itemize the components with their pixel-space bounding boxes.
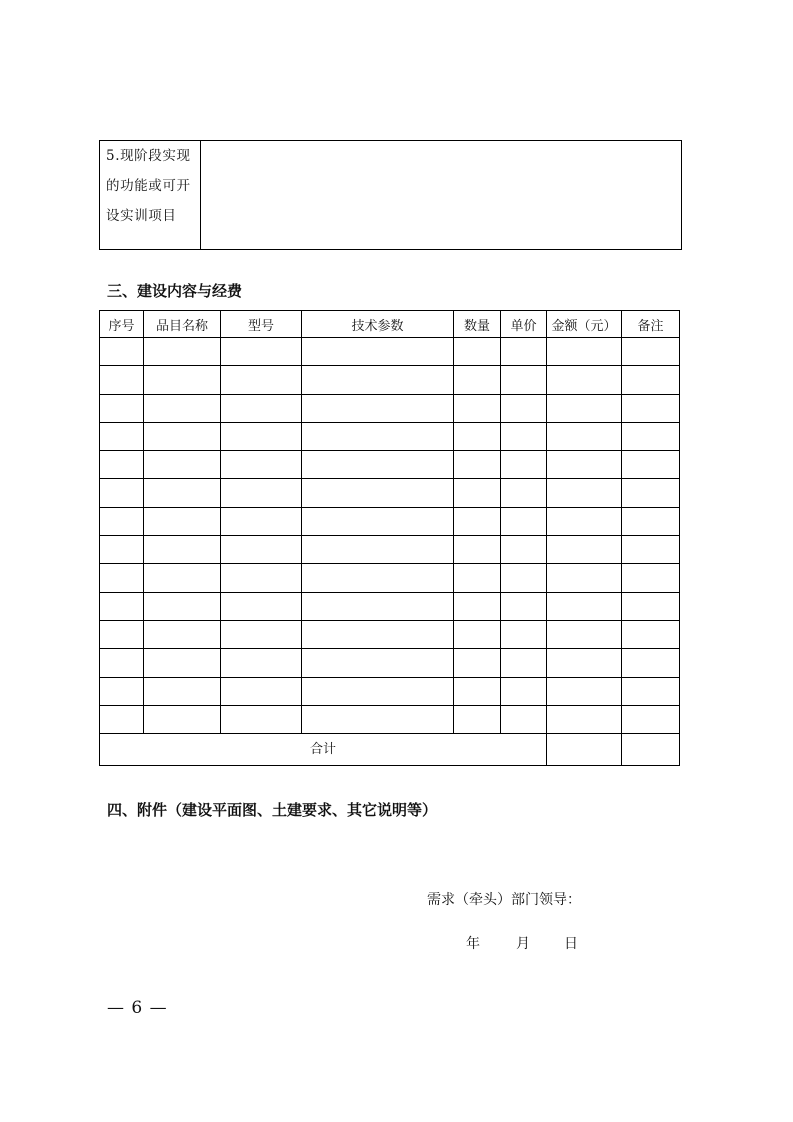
item-cell[interactable] <box>622 536 680 564</box>
item-cell[interactable] <box>100 394 144 422</box>
item-row <box>100 620 680 648</box>
item-cell[interactable] <box>547 677 622 705</box>
item-cell[interactable] <box>547 536 622 564</box>
item-cell[interactable] <box>302 620 454 648</box>
item-row <box>100 536 680 564</box>
item-cell[interactable] <box>100 366 144 394</box>
item-cell[interactable] <box>144 536 221 564</box>
item-cell[interactable] <box>100 507 144 535</box>
item-cell[interactable] <box>501 451 547 479</box>
item-cell[interactable] <box>547 592 622 620</box>
item-cell[interactable] <box>302 592 454 620</box>
item-cell[interactable] <box>100 620 144 648</box>
item-cell[interactable] <box>100 338 144 366</box>
items-table <box>99 310 680 766</box>
item-cell[interactable] <box>144 507 221 535</box>
item-row <box>100 451 680 479</box>
item-cell[interactable] <box>454 366 501 394</box>
item-cell[interactable] <box>302 649 454 677</box>
section3-heading: 三、建设内容与经费 <box>107 282 243 300</box>
item-cell[interactable] <box>454 536 501 564</box>
item-cell[interactable] <box>100 536 144 564</box>
section5-label-line-1: 5.现阶段实现 <box>106 148 191 164</box>
section4-heading: 四、附件（建设平面图、土建要求、其它说明等） <box>107 801 438 819</box>
item-cell[interactable] <box>454 451 501 479</box>
item-cell[interactable] <box>501 507 547 535</box>
total-label: 合计 <box>100 734 547 766</box>
item-cell[interactable] <box>100 592 144 620</box>
item-row <box>100 479 680 507</box>
item-cell[interactable] <box>622 366 680 394</box>
item-cell[interactable] <box>221 451 302 479</box>
item-cell[interactable] <box>547 394 622 422</box>
item-cell[interactable] <box>622 507 680 535</box>
item-cell[interactable] <box>454 422 501 450</box>
item-cell[interactable] <box>302 507 454 535</box>
column-header: 序号 <box>100 311 144 338</box>
item-cell[interactable] <box>221 649 302 677</box>
item-cell[interactable] <box>622 394 680 422</box>
item-row <box>100 677 680 705</box>
item-cell[interactable] <box>547 451 622 479</box>
item-cell[interactable] <box>547 649 622 677</box>
total-amount-cell[interactable] <box>547 734 622 766</box>
item-cell[interactable] <box>100 677 144 705</box>
item-cell[interactable] <box>454 592 501 620</box>
total-row <box>100 734 680 766</box>
items-header-row <box>100 311 680 338</box>
column-header: 技术参数 <box>302 311 454 338</box>
item-cell[interactable] <box>454 507 501 535</box>
column-header: 备注 <box>622 311 680 338</box>
item-cell[interactable] <box>501 677 547 705</box>
date-year: 年 <box>466 936 480 952</box>
item-cell[interactable] <box>622 422 680 450</box>
item-cell[interactable] <box>144 705 221 733</box>
item-cell[interactable] <box>144 451 221 479</box>
item-cell[interactable] <box>501 479 547 507</box>
item-cell[interactable] <box>501 422 547 450</box>
items-body <box>100 338 680 766</box>
item-cell[interactable] <box>501 649 547 677</box>
item-cell[interactable] <box>221 620 302 648</box>
item-cell[interactable] <box>622 592 680 620</box>
item-cell[interactable] <box>100 422 144 450</box>
date-day: 日 <box>564 936 578 952</box>
item-cell[interactable] <box>302 564 454 592</box>
item-cell[interactable] <box>547 338 622 366</box>
item-row <box>100 366 680 394</box>
item-cell[interactable] <box>144 338 221 366</box>
item-cell[interactable] <box>454 649 501 677</box>
item-cell[interactable] <box>100 564 144 592</box>
item-cell[interactable] <box>622 564 680 592</box>
item-cell[interactable] <box>221 677 302 705</box>
item-cell[interactable] <box>501 394 547 422</box>
item-row <box>100 564 680 592</box>
item-cell[interactable] <box>221 592 302 620</box>
item-cell[interactable] <box>302 366 454 394</box>
item-cell[interactable] <box>501 366 547 394</box>
item-cell[interactable] <box>221 705 302 733</box>
item-cell[interactable] <box>302 422 454 450</box>
page-number: — 6 — <box>107 998 168 1018</box>
item-cell[interactable] <box>501 338 547 366</box>
item-cell[interactable] <box>622 451 680 479</box>
item-cell[interactable] <box>221 479 302 507</box>
item-cell[interactable] <box>100 705 144 733</box>
item-cell[interactable] <box>622 620 680 648</box>
item-cell[interactable] <box>454 677 501 705</box>
item-cell[interactable] <box>547 366 622 394</box>
item-cell[interactable] <box>622 479 680 507</box>
item-cell[interactable] <box>454 564 501 592</box>
item-cell[interactable] <box>622 677 680 705</box>
item-cell[interactable] <box>547 620 622 648</box>
item-row <box>100 592 680 620</box>
item-cell[interactable] <box>144 422 221 450</box>
item-cell[interactable] <box>144 564 221 592</box>
item-cell[interactable] <box>144 366 221 394</box>
item-cell[interactable] <box>302 394 454 422</box>
item-row <box>100 338 680 366</box>
column-header: 品目名称 <box>144 311 221 338</box>
item-cell[interactable] <box>547 422 622 450</box>
item-cell[interactable] <box>454 338 501 366</box>
item-cell[interactable] <box>302 705 454 733</box>
item-row <box>100 649 680 677</box>
item-cell[interactable] <box>100 479 144 507</box>
item-cell[interactable] <box>221 564 302 592</box>
item-cell[interactable] <box>221 507 302 535</box>
column-header: 单价 <box>501 311 547 338</box>
signature-label: 需求（牵头）部门领导： <box>427 892 581 908</box>
item-cell[interactable] <box>302 338 454 366</box>
item-cell[interactable] <box>547 705 622 733</box>
item-cell[interactable] <box>622 649 680 677</box>
item-cell[interactable] <box>501 592 547 620</box>
item-cell[interactable] <box>221 536 302 564</box>
item-cell[interactable] <box>221 394 302 422</box>
item-cell[interactable] <box>144 649 221 677</box>
item-cell[interactable] <box>221 422 302 450</box>
column-header: 金额（元） <box>547 311 622 338</box>
item-cell[interactable] <box>144 479 221 507</box>
item-cell[interactable] <box>622 338 680 366</box>
item-cell[interactable] <box>454 620 501 648</box>
item-cell[interactable] <box>547 564 622 592</box>
item-cell[interactable] <box>501 620 547 648</box>
item-cell[interactable] <box>454 479 501 507</box>
item-row <box>100 422 680 450</box>
item-cell[interactable] <box>144 394 221 422</box>
item-cell[interactable] <box>144 592 221 620</box>
item-row <box>100 507 680 535</box>
column-header: 数量 <box>454 311 501 338</box>
item-cell[interactable] <box>302 451 454 479</box>
section5-content-cell[interactable] <box>201 141 682 250</box>
item-cell[interactable] <box>454 705 501 733</box>
section5-label-line-3: 设实训项目 <box>106 208 177 224</box>
item-cell[interactable] <box>501 564 547 592</box>
item-cell[interactable] <box>547 507 622 535</box>
item-cell[interactable] <box>302 677 454 705</box>
item-cell[interactable] <box>622 705 680 733</box>
item-cell[interactable] <box>221 366 302 394</box>
item-cell[interactable] <box>302 479 454 507</box>
item-cell[interactable] <box>547 479 622 507</box>
item-cell[interactable] <box>100 649 144 677</box>
item-cell[interactable] <box>501 536 547 564</box>
item-row <box>100 705 680 733</box>
date-month: 月 <box>516 936 530 952</box>
item-cell[interactable] <box>302 536 454 564</box>
section5-label-cell <box>100 141 201 250</box>
item-cell[interactable] <box>100 451 144 479</box>
item-cell[interactable] <box>144 677 221 705</box>
item-cell[interactable] <box>501 705 547 733</box>
section5-label-line-2: 的功能或可开 <box>106 178 191 194</box>
section5-table <box>99 140 682 250</box>
item-cell[interactable] <box>221 338 302 366</box>
item-cell[interactable] <box>454 394 501 422</box>
item-cell[interactable] <box>144 620 221 648</box>
column-header: 型号 <box>221 311 302 338</box>
total-note-cell[interactable] <box>622 734 680 766</box>
item-row <box>100 394 680 422</box>
